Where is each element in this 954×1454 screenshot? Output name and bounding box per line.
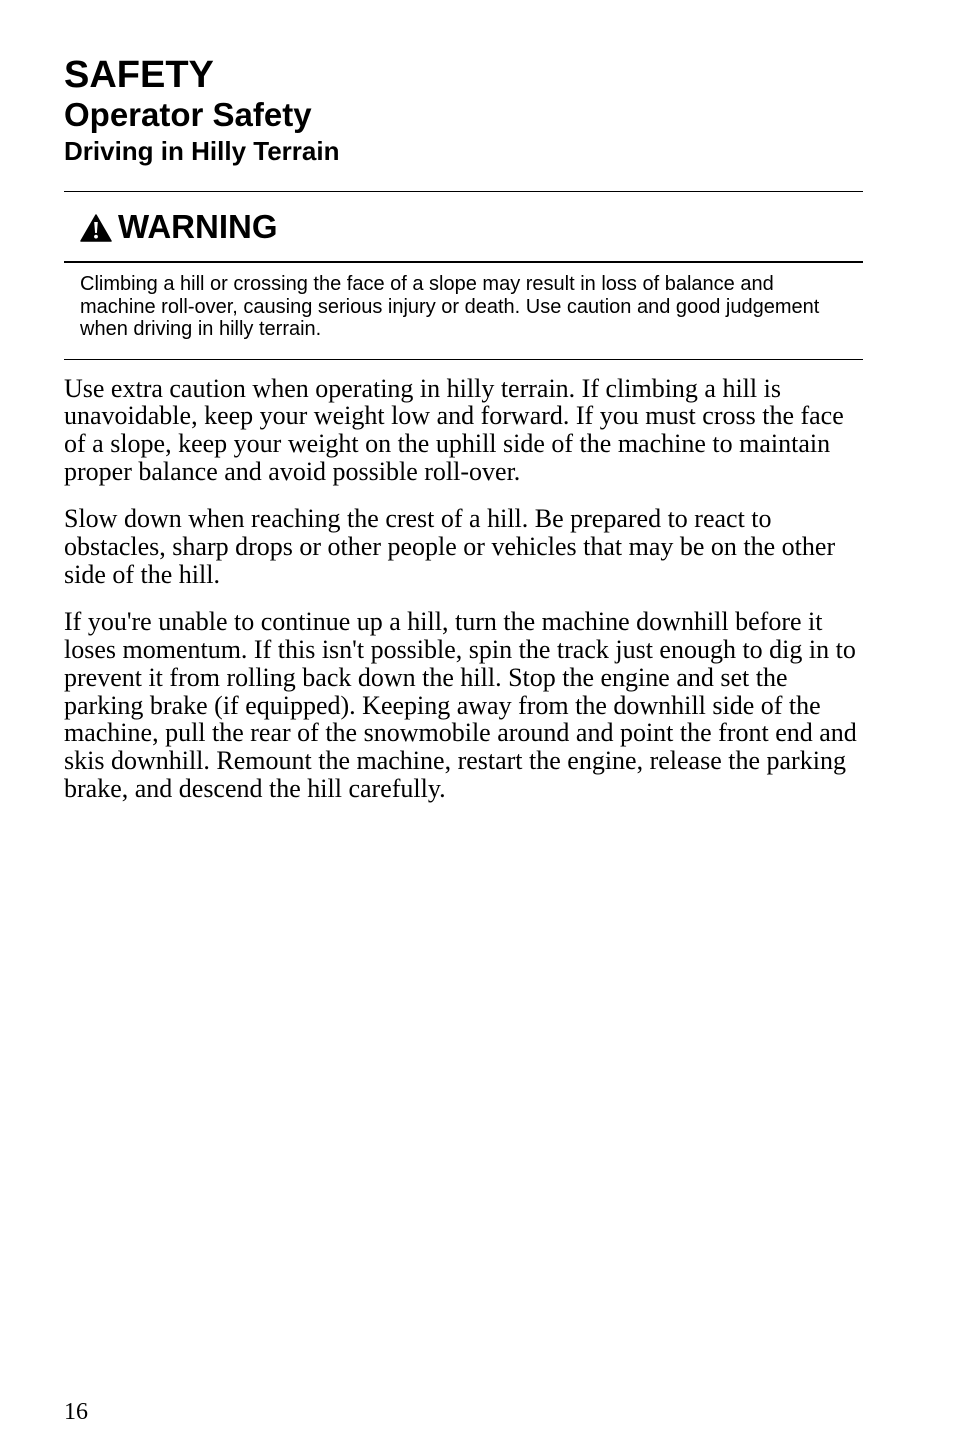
- page-number: 16: [64, 1399, 88, 1425]
- warning-text: Climbing a hill or crossing the face of a slope may result in loss of balance and machine roll-over, causing serious injury or death. Use caution and good judgement when driving in hilly terrain.: [80, 273, 820, 340]
- manual-page: [64, 54, 863, 802]
- section-title: SAFETY: [64, 54, 214, 96]
- subsection-title: Operator Safety: [64, 96, 312, 133]
- warning-title: WARNING: [118, 207, 278, 245]
- warning-box: [64, 191, 863, 360]
- body-paragraph: Use extra caution when operating in hilly terrain. If climbing a hill is unavoidable, keep your weight low and forward. If you must cross the face of a slope, keep your weight on the uphill side of the machine to maintain proper balance and avoid possible roll-over.: [64, 373, 844, 486]
- warning-header: [64, 192, 863, 263]
- warning-triangle-icon: [80, 214, 112, 242]
- body-paragraph: If you're unable to continue up a hill, turn the machine downhill before it loses momentum. If this isn't possible, spin the track just enough to dig in to prevent it from rolling back down the hill. Stop the engine and set the parking brake (if equipped). Keeping away from the downhill side of the machine, pull the rear of the snowmobile around and point the front end and skis downhill. Remount the machine, restart the engine, release the parking brake, and descend the hill carefully.: [64, 607, 857, 803]
- body-paragraph: Slow down when reaching the crest of a hill. Be prepared to react to obstacles, sharp drops or other people or vehicles that may be on the other side of the hill.: [64, 504, 836, 589]
- topic-title: Driving in Hilly Terrain: [64, 136, 340, 166]
